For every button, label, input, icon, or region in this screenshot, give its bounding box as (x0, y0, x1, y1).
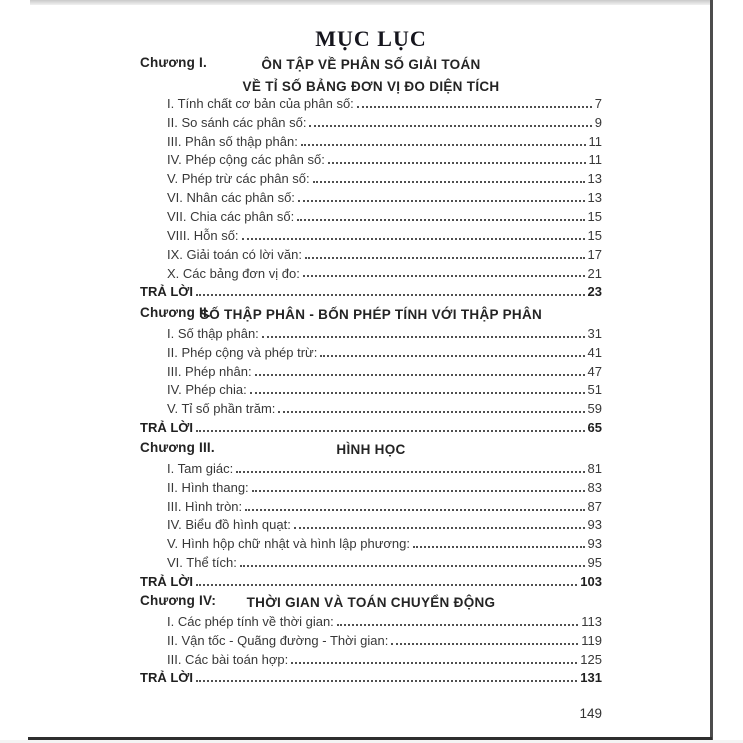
toc-page-number: 93 (587, 517, 602, 533)
toc-item (140, 611, 602, 630)
chapter-label: Chương II. (140, 305, 211, 321)
toc-item-label: III. Phép nhân: (167, 363, 252, 379)
toc-item-label: VIII. Hỗn số: (167, 227, 239, 243)
answer-row (140, 668, 602, 687)
toc-page-number: 15 (587, 209, 602, 224)
toc-item-label: III. Phân số thập phân: (167, 133, 298, 149)
toc-item (140, 168, 602, 187)
toc-item (140, 552, 602, 571)
toc-dot-leader (313, 181, 585, 183)
answer-label: TRẢ LỜI (140, 420, 193, 436)
toc-page-number: 13 (587, 171, 602, 187)
toc-item (140, 225, 602, 244)
toc-item (140, 496, 602, 515)
toc-item-label: III. Hình tròn: (167, 498, 243, 514)
toc-dot-leader (262, 336, 585, 338)
toc-item-label: III. Các bài toán hợp: (167, 651, 289, 667)
toc-page-number: 11 (588, 152, 602, 168)
toc-dot-leader (245, 509, 584, 511)
chapter-label: Chương I. (140, 55, 207, 71)
chapter-heading-row (140, 438, 602, 458)
toc-dot-leader (294, 527, 585, 529)
toc-page-number: 83 (587, 479, 602, 495)
toc-item (140, 477, 602, 496)
toc-dot-leader (196, 584, 577, 586)
folio-page-number: 149 (579, 706, 602, 721)
toc-dot-leader (291, 662, 577, 664)
toc-item-label: II. So sánh các phân số: (167, 114, 307, 130)
toc-item (140, 187, 602, 206)
answer-label: TRẢ LỜI (140, 574, 193, 589)
toc-item-label: IV. Phép chia: (167, 382, 247, 398)
toc-item (140, 112, 602, 131)
toc-item-label: IV. Biểu đồ hình quạt: (167, 517, 291, 533)
answer-row (140, 571, 602, 590)
toc-dot-leader (391, 643, 578, 645)
toc-item (140, 630, 602, 649)
toc-dot-leader (236, 471, 584, 473)
toc-item-label: VI. Nhân các phân số: (167, 190, 295, 206)
toc-item-label: II. Hình thang: (167, 479, 249, 495)
chapter-heading-row (140, 75, 602, 95)
toc-item (140, 323, 602, 342)
toc-page-number: 41 (587, 344, 602, 360)
chapter-label: Chương IV: (140, 593, 217, 609)
toc-dot-leader (196, 294, 585, 296)
toc-item-label: I. Các phép tính về thời gian: (167, 613, 334, 629)
toc-title: MỤC LỤC (315, 26, 427, 51)
toc-dot-leader (305, 257, 585, 259)
toc-item (140, 93, 602, 112)
toc-item-label: II. Phép cộng và phép trừ: (167, 344, 318, 360)
toc-item (140, 533, 602, 552)
toc-dot-leader (357, 106, 592, 108)
toc-dot-leader (301, 144, 586, 146)
page-top-shadow (30, 0, 711, 5)
toc-page-number: 113 (581, 613, 602, 629)
toc-item-label: V. Tỉ số phần trăm: (167, 401, 276, 417)
answer-page-number: 103 (580, 574, 602, 589)
toc-item-label: I. Tam giác: (167, 460, 234, 476)
toc-item-label: V. Phép trừ các phân số: (167, 171, 310, 187)
toc-dot-leader (320, 355, 584, 357)
toc-page-number: 9 (594, 114, 602, 130)
toc-item (140, 515, 602, 534)
toc-dot-leader (309, 125, 591, 127)
toc-item (140, 361, 602, 380)
toc-page-number: 21 (587, 265, 602, 281)
toc-item (140, 263, 602, 282)
toc-page-number: 15 (587, 227, 602, 243)
toc-dot-leader (303, 275, 585, 277)
answer-row (140, 417, 602, 436)
answer-row (140, 282, 602, 301)
toc-item (140, 342, 602, 361)
toc-item (140, 131, 602, 150)
toc-page-number: 87 (587, 498, 602, 514)
answer-label: TRẢ LỜI (140, 284, 193, 300)
toc-page-number: 7 (594, 95, 602, 111)
toc-page-number: 13 (587, 190, 602, 206)
chapter-title: HÌNH HỌC (336, 442, 406, 458)
toc-dot-leader (252, 490, 585, 492)
chapter-title: VỀ TỈ SỐ BẢNG ĐƠN VỊ ĐO DIỆN TÍCH (242, 79, 500, 95)
toc-page-number: 93 (587, 536, 602, 552)
chapter-heading-row (140, 53, 602, 73)
toc-item (140, 398, 602, 417)
toc-item (140, 458, 602, 477)
toc-item-label: I. Tính chất cơ bản của phân số: (167, 95, 354, 111)
toc-item-label: II. Vận tốc - Quãng đường - Thời gian: (167, 632, 389, 648)
toc-page-number: 31 (587, 325, 602, 341)
toc-item-label: VI. Thể tích: (167, 555, 237, 571)
answer-label: TRẢ LỜI (140, 670, 193, 686)
toc-item-label: X. Các bảng đơn vị đo: (167, 265, 300, 281)
toc-dot-leader (337, 624, 578, 626)
toc-item (140, 150, 602, 169)
toc-dot-leader (240, 565, 585, 567)
toc-page-number: 59 (587, 401, 602, 417)
toc-page-number: 11 (588, 133, 602, 149)
chapter-title: ÔN TẬP VỀ PHÂN SỐ GIẢI TOÁN (261, 57, 481, 73)
toc-page-number: 125 (580, 651, 602, 667)
toc-page-number: 51 (587, 382, 602, 398)
toc-page-number: 95 (587, 555, 602, 571)
toc-item-label: VII. Chia các phân số: (167, 209, 295, 224)
toc-dot-leader (278, 411, 584, 413)
chapter-title: THỜI GIAN VÀ TOÁN CHUYỂN ĐỘNG (246, 595, 496, 611)
toc-page-number: 81 (587, 460, 602, 476)
chapter-title: SỐ THẬP PHÂN - BỐN PHÉP TÍNH VỚI THẬP PHÂN (199, 307, 543, 323)
page-right-edge (710, 0, 713, 740)
toc-item (140, 649, 602, 668)
toc-item-label: IX. Giải toán có lời văn: (167, 246, 302, 262)
toc-dot-leader (242, 238, 585, 240)
toc-item (140, 244, 602, 263)
chapter-heading-row (140, 591, 602, 611)
answer-page-number: 23 (587, 284, 602, 300)
chapter-label: Chương III. (140, 440, 215, 456)
toc-dot-leader (196, 430, 585, 432)
toc-dot-leader (196, 680, 577, 682)
chapter-heading-row (140, 303, 602, 323)
toc-dot-leader (328, 162, 586, 164)
toc-item (140, 206, 602, 225)
toc-dot-leader (250, 392, 585, 394)
toc-item-label: IV. Phép cộng các phân số: (167, 152, 325, 168)
toc-dot-leader (297, 219, 584, 221)
toc-dot-leader (298, 200, 585, 202)
answer-page-number: 131 (580, 670, 602, 686)
toc-item-label: I. Số thập phân: (167, 325, 259, 341)
toc-dot-leader (413, 546, 585, 548)
toc-item (140, 380, 602, 399)
toc-item-label: V. Hình hộp chữ nhật và hình lập phương: (167, 536, 411, 552)
toc-dot-leader (255, 374, 585, 376)
toc-page-number: 47 (587, 363, 602, 379)
toc-page-number: 119 (581, 632, 602, 648)
toc-page-number: 17 (587, 246, 602, 262)
answer-page-number: 65 (587, 420, 602, 436)
